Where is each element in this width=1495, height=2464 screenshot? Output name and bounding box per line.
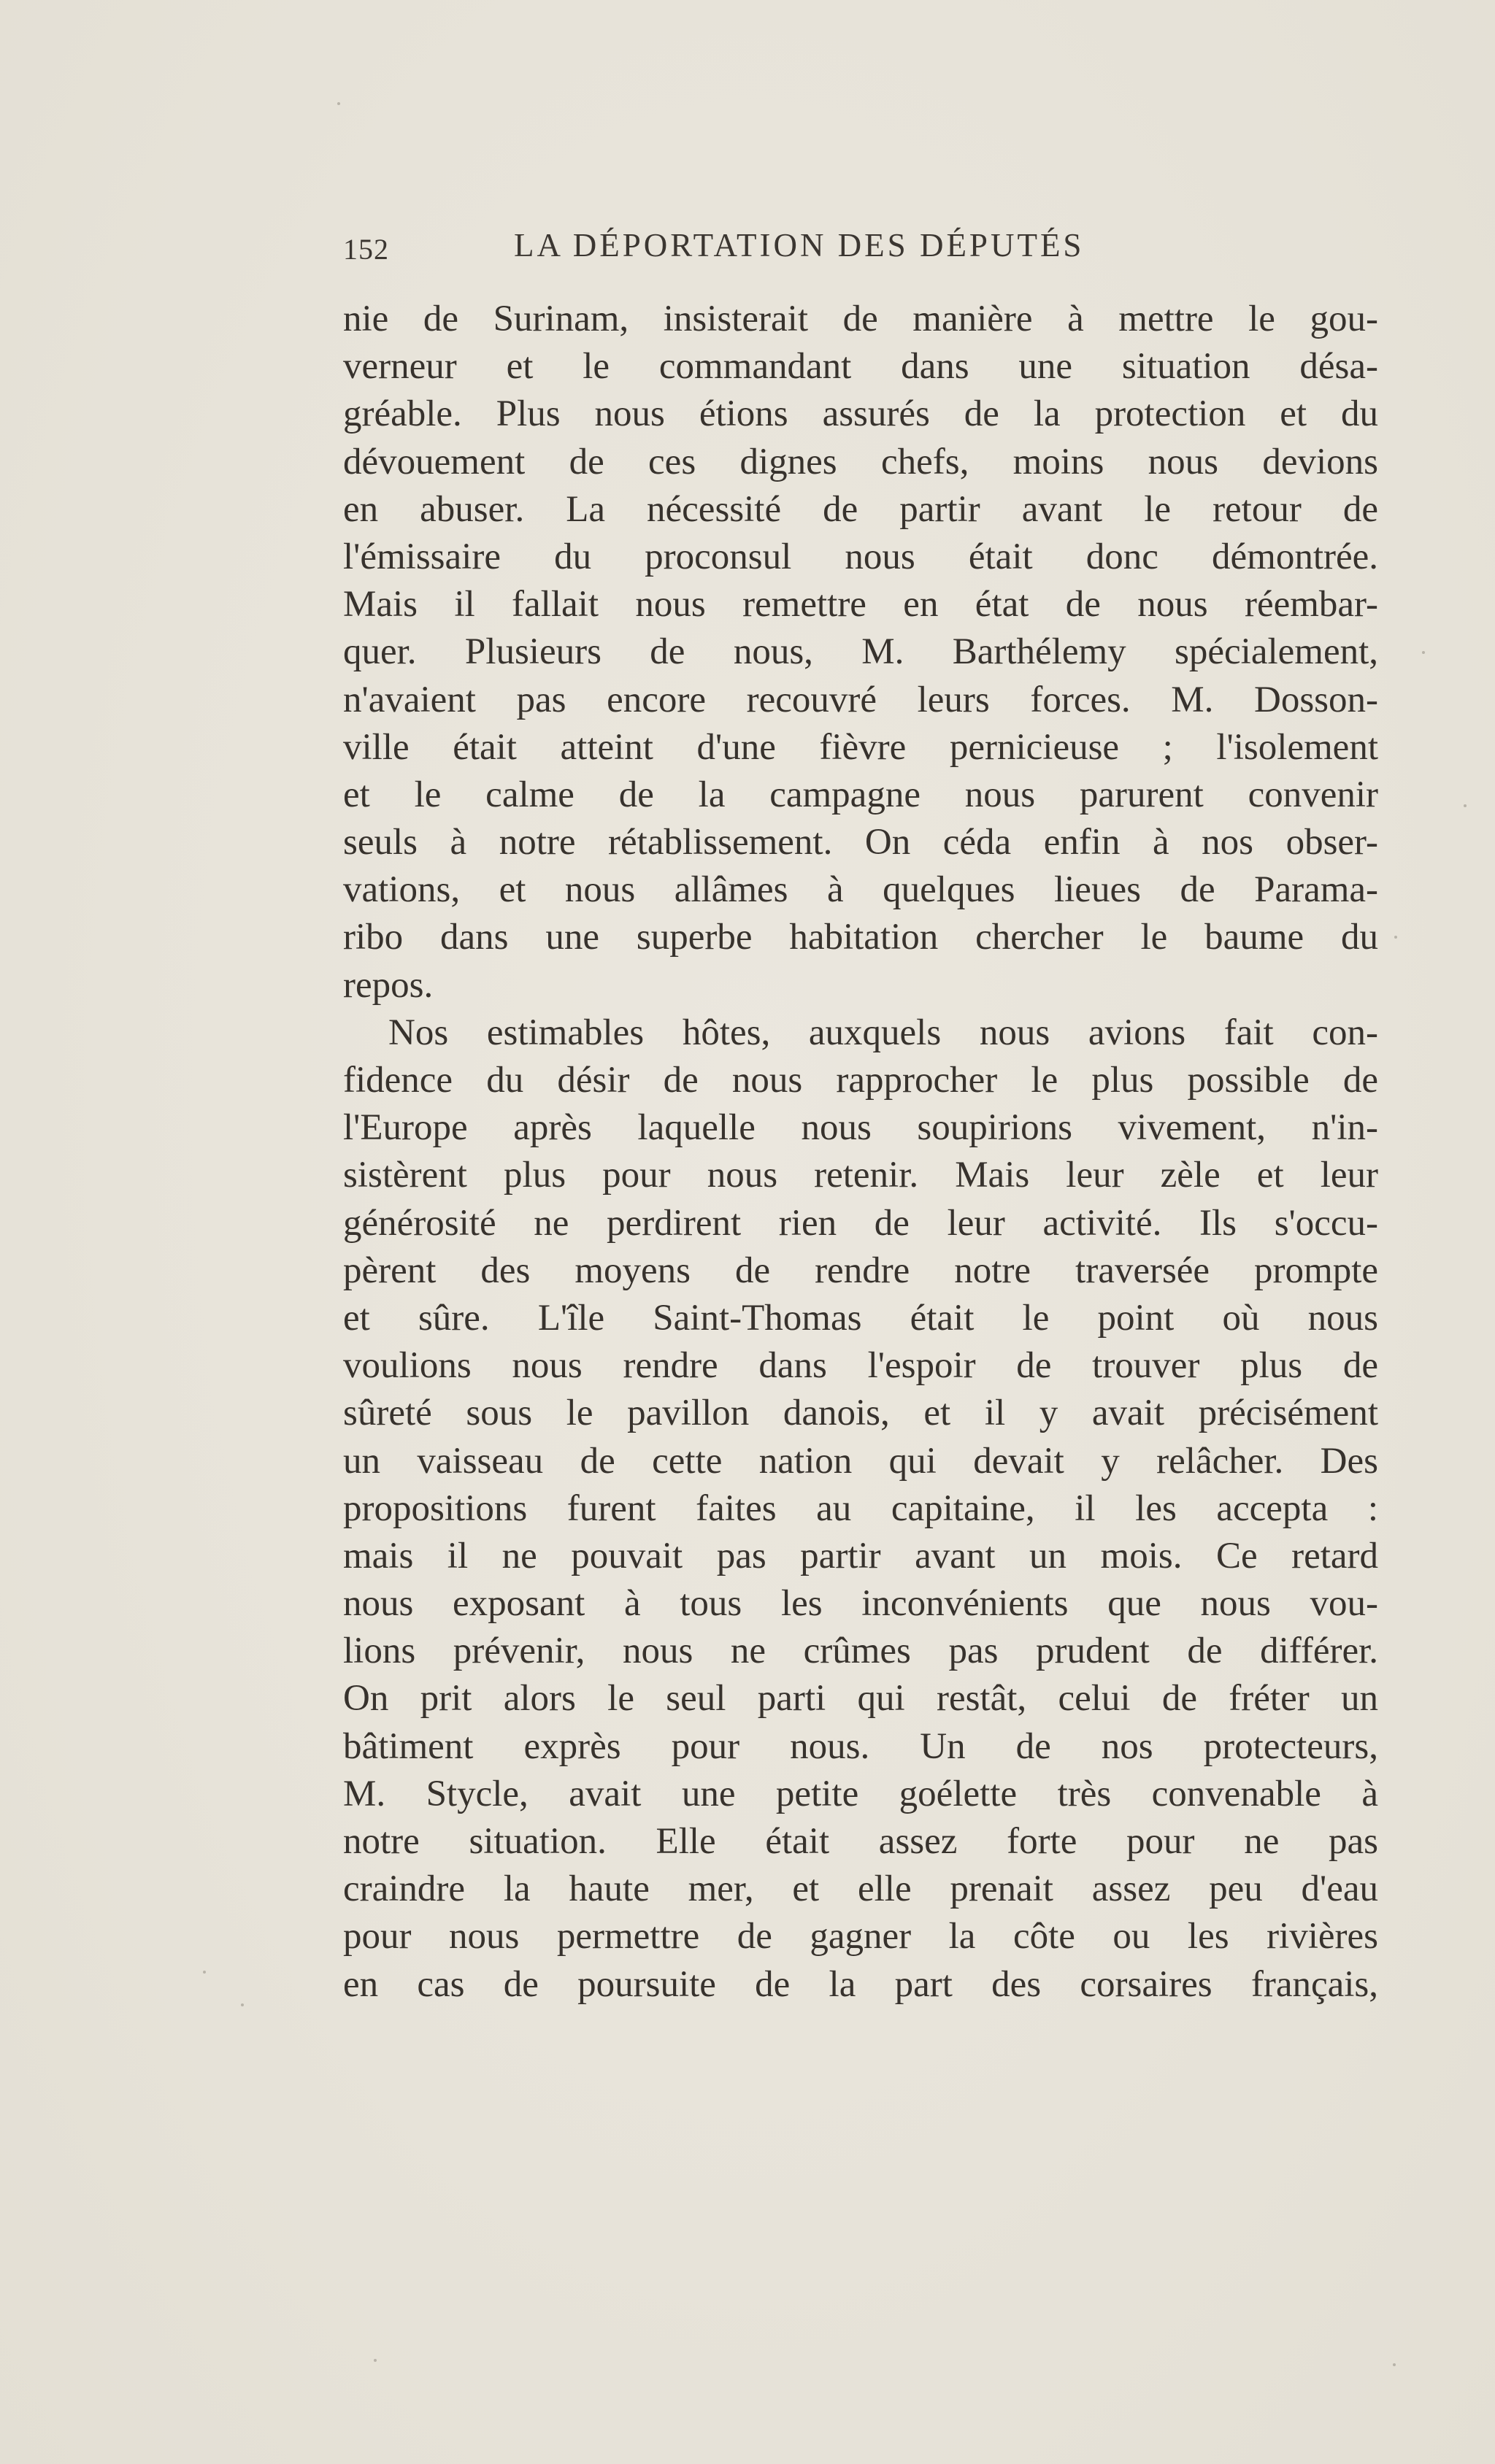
text-line: propositions furent faites au capitaine, il les accepta : (343, 1487, 1378, 1529)
text-line: fidence du désir de nous rapprocher le plus possible de (343, 1060, 1378, 1101)
text-line: quer. Plusieurs de nous, M. Barthélemy spécialement, (343, 631, 1378, 673)
text-line: Mais il fallait nous remettre en état de nous réembar- (343, 584, 1378, 625)
paper-speck (374, 2359, 377, 2362)
text-line: ville était atteint d'une fièvre pernicieuse ; l'isolement (343, 726, 1378, 768)
text-line: dévouement de ces dignes chefs, moins nous devions (343, 441, 1378, 482)
text-line: l'Europe après laquelle nous soupirions vivement, n'in- (343, 1107, 1378, 1149)
text-line: sistèrent plus pour nous retenir. Mais leur zèle et leur (343, 1155, 1378, 1196)
text-line: en abuser. La nécessité de partir avant le retour de (343, 488, 1378, 530)
text-line: l'émissaire du proconsul nous était donc démontrée. (343, 536, 1378, 577)
text-line: n'avaient pas encore recouvré leurs forces. M. Dosson- (343, 679, 1378, 720)
paper-speck (1393, 2363, 1396, 2366)
paper-speck (337, 102, 340, 105)
body-text (343, 296, 1378, 2009)
page-number: 152 (343, 233, 389, 266)
text-line: pèrent des moyens de rendre notre traversée prompte (343, 1250, 1378, 1291)
paper-speck (203, 1971, 206, 1974)
text-line: et sûre. L'île Saint-Thomas était le point où nous (343, 1297, 1378, 1339)
text-line: verneur et le commandant dans une situation désa- (343, 346, 1378, 388)
running-title: LA DÉPORTATION DES DÉPUTÉS (514, 227, 1085, 263)
text-line: générosité ne perdirent rien de leur activité. Ils s'occu- (343, 1202, 1378, 1244)
paper-speck (1464, 804, 1467, 807)
text-line: un vaisseau de cette nation qui devait y relâcher. Des (343, 1440, 1378, 1482)
text-line: M. Stycle, avait une petite goélette très convenable à (343, 1773, 1378, 1814)
text-line: et le calme de la campagne nous parurent convenir (343, 774, 1378, 815)
text-line: mais il ne pouvait pas partir avant un mois. Ce retard (343, 1535, 1378, 1576)
text-line: lions prévenir, nous ne crûmes pas prudent de différer. (343, 1631, 1378, 1672)
text-line: pour nous permettre de gagner la côte ou les rivières (343, 1916, 1378, 1957)
text-line: ribo dans une superbe habitation chercher le baume du (343, 917, 1378, 958)
paragraph-start-line: Nos estimables hôtes, auxquels nous avions fait con- (388, 1012, 1378, 1053)
text-line: On prit alors le seul parti qui restât, celui de fréter un (343, 1678, 1378, 1720)
text-line: nous exposant à tous les inconvénients que nous vou- (343, 1583, 1378, 1625)
text-line: nie de Surinam, insisterait de manière à mettre le gou- (343, 299, 1378, 339)
running-head (343, 226, 1213, 270)
paragraph-end-line: repos. (343, 964, 434, 1006)
paper-speck (241, 2003, 244, 2006)
paper-speck (1422, 651, 1425, 654)
text-line: craindre la haute mer, et elle prenait assez peu d'eau (343, 1868, 1378, 1910)
text-line: en cas de poursuite de la part des corsaires français, (343, 1963, 1378, 2005)
paper-speck (1394, 936, 1397, 939)
text-line: vations, et nous allâmes à quelques lieues de Parama- (343, 869, 1378, 911)
text-line: notre situation. Elle était assez forte pour ne pas (343, 1821, 1378, 1862)
text-line: seuls à notre rétablissement. On céda enfin à nos obser- (343, 822, 1378, 863)
text-line: sûreté sous le pavillon danois, et il y avait précisément (343, 1393, 1378, 1434)
text-line: gréable. Plus nous étions assurés de la protection et du (343, 393, 1378, 435)
text-line: bâtiment exprès pour nous. Un de nos protecteurs, (343, 1725, 1378, 1767)
text-line: voulions nous rendre dans l'espoir de trouver plus de (343, 1345, 1378, 1387)
